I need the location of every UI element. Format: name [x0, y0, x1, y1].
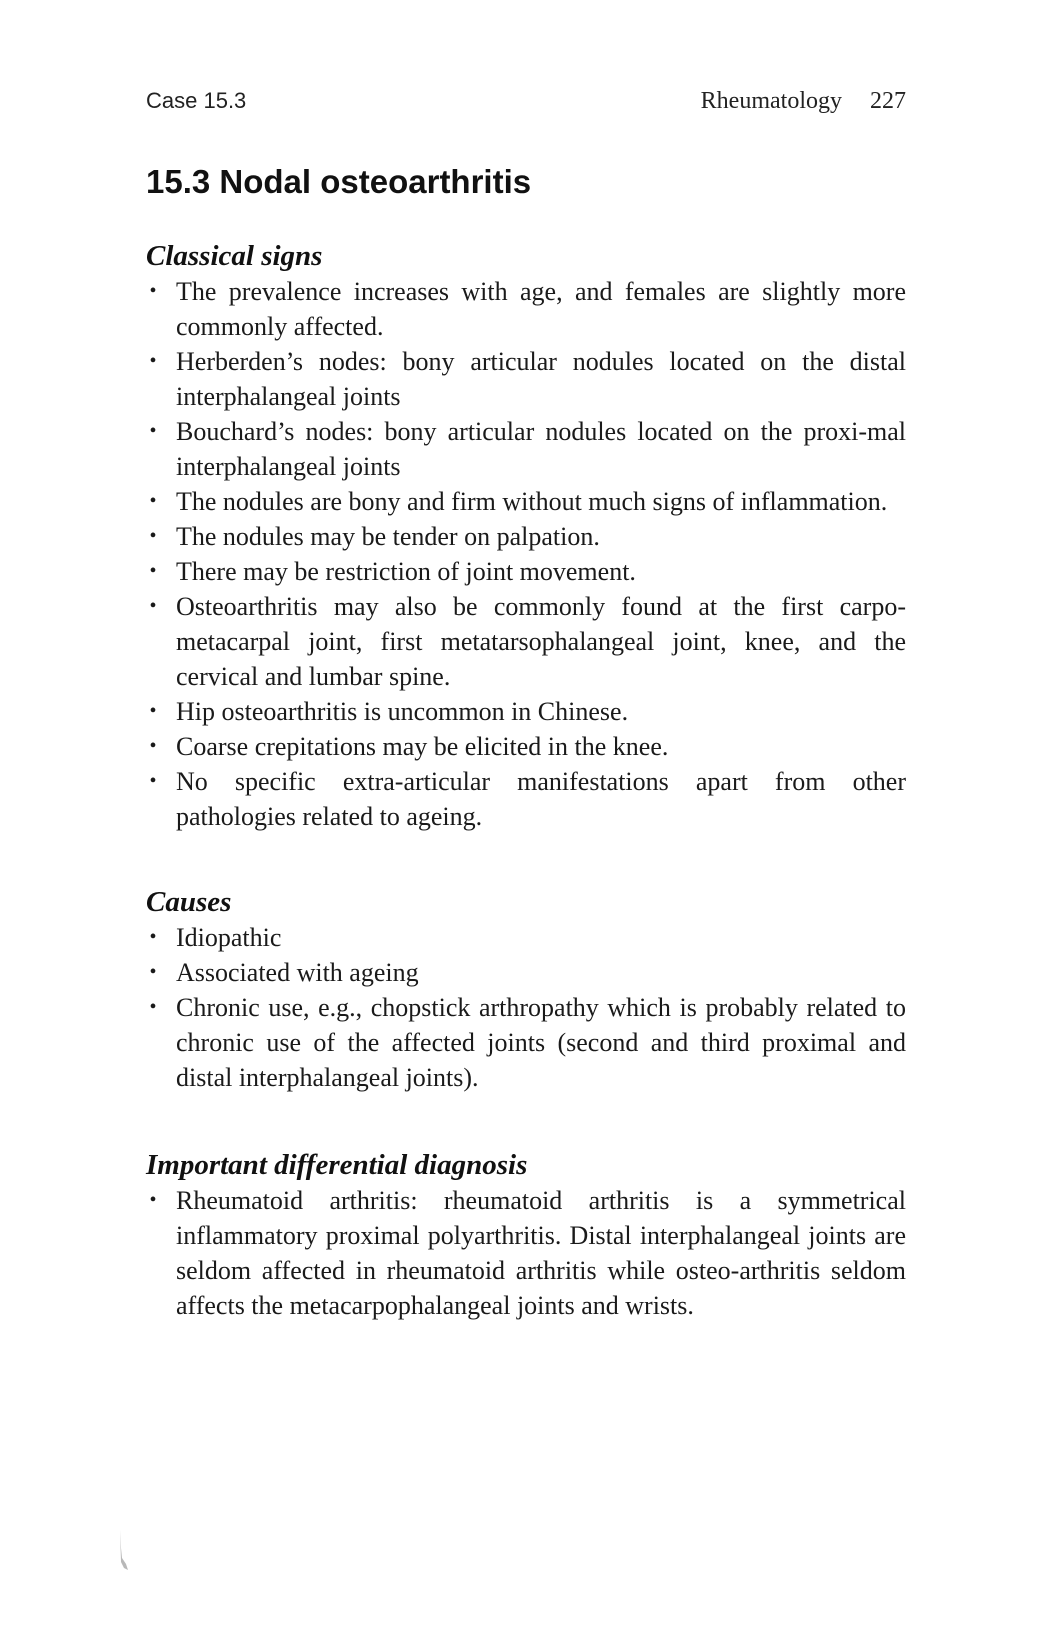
classical-signs-list [146, 274, 906, 834]
list-item-text: Rheumatoid arthritis: rheumatoid arthritis is a symmetrical inflammatory proximal polyarthritis. Distal interphalangeal joints are seldom affected in rheumatoid arthritis while osteo-arthritis seldom affects the metacarpophalangeal joints and wrists. [176, 1186, 906, 1320]
chapter-name: Rheumatology [700, 88, 842, 114]
list-item [146, 729, 906, 764]
causes-heading: Causes [146, 886, 232, 918]
page-number: 227 [870, 88, 906, 114]
running-head-right [701, 88, 906, 115]
list-item [146, 484, 906, 519]
bullet-icon: • [149, 560, 157, 582]
list-item [146, 955, 906, 990]
scan-artifact-mark [118, 1528, 130, 1572]
running-head [146, 80, 906, 120]
list-item [146, 414, 906, 484]
list-item [146, 920, 906, 955]
bullet-icon: • [149, 961, 157, 983]
bullet-icon: • [149, 280, 157, 302]
differential-diagnosis-list [146, 1183, 906, 1323]
bullet-icon: • [149, 350, 157, 372]
bullet-icon: • [149, 1189, 157, 1211]
bullet-icon: • [149, 926, 157, 948]
list-item-text: No specific extra-articular manifestations apart from other pathologies related to ageing. [176, 767, 906, 831]
bullet-icon: • [149, 420, 157, 442]
bullet-icon: • [149, 490, 157, 512]
list-item [146, 344, 906, 414]
list-item-text: Coarse crepitations may be elicited in the knee. [176, 732, 669, 761]
classical-signs-heading: Classical signs [146, 240, 323, 272]
bullet-icon: • [149, 996, 157, 1018]
list-item-text: Bouchard’s nodes: bony articular nodules located on the proxi-mal interphalangeal joints [176, 417, 906, 481]
list-item [146, 274, 906, 344]
list-item [146, 764, 906, 834]
list-item-text: The prevalence increases with age, and females are slightly more commonly affected. [176, 277, 906, 341]
list-item-text: Osteoarthritis may also be commonly found at the first carpo-metacarpal joint, first metatarsophalangeal joint, knee, and the cervical and lumbar spine. [176, 592, 906, 691]
list-item [146, 694, 906, 729]
list-item-text: Associated with ageing [176, 958, 419, 987]
bullet-icon: • [149, 735, 157, 757]
list-item [146, 519, 906, 554]
list-item-text: There may be restriction of joint movement. [176, 557, 636, 586]
list-item-text: The nodules are bony and firm without much signs of inflammation. [176, 487, 888, 516]
list-item [146, 589, 906, 694]
list-item-text: Idiopathic [176, 923, 282, 952]
differential-diagnosis-heading: Important differential diagnosis [146, 1149, 528, 1181]
causes-list [146, 920, 906, 1095]
book-page [146, 80, 906, 1323]
list-item-text: The nodules may be tender on palpation. [176, 522, 600, 551]
list-item-text: Chronic use, e.g., chopstick arthropathy which is probably related to chronic use of the affected joints (second and third proximal and distal interphalangeal joints). [176, 993, 906, 1092]
case-label: Case 15.3 [146, 88, 247, 113]
list-item-text: Hip osteoarthritis is uncommon in Chinese. [176, 697, 629, 726]
section-title: 15.3 Nodal osteoarthritis [146, 163, 532, 200]
bullet-icon: • [149, 595, 157, 617]
list-item [146, 990, 906, 1095]
bullet-icon: • [149, 770, 157, 792]
list-item [146, 554, 906, 589]
list-item [146, 1183, 906, 1323]
list-item-text: Herberden’s nodes: bony articular nodules located on the distal interphalangeal joints [176, 347, 906, 411]
bullet-icon: • [149, 525, 157, 547]
bullet-icon: • [149, 700, 157, 722]
